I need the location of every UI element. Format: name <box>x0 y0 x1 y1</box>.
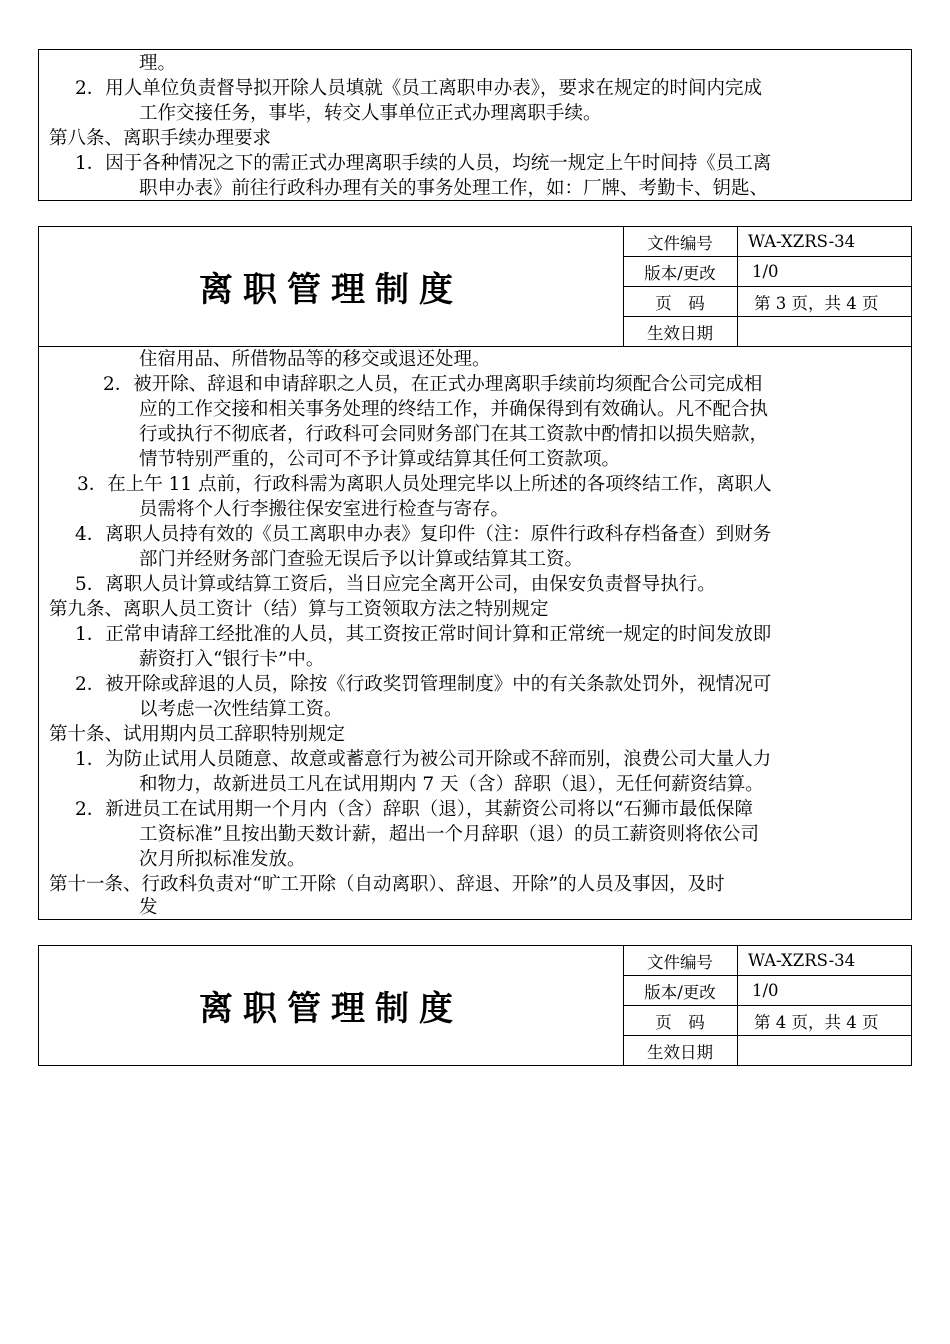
text-line: 住宿用品、所借物品等的移交或退还处理。 <box>139 349 491 370</box>
article-heading: 第八条、离职手续办理要求 <box>49 128 272 149</box>
text-line: 1．正常申请辞工经批准的人员，其工资按正常时间计算和正常统一规定的时间发放即 <box>75 624 772 645</box>
text-line: 发 <box>139 897 158 918</box>
doc-number-label: 文件编号 <box>623 946 738 976</box>
text-line: 工作交接任务，事毕，转交人事单位正式办理离职手续。 <box>139 103 602 124</box>
effective-date-value <box>738 317 912 347</box>
text-line: 部门并经财务部门查验无误后予以计算或结算其工资。 <box>139 549 584 570</box>
doc-number-value: WA-XZRS-34 <box>738 227 912 257</box>
text-line: 4．离职人员持有效的《员工离职申办表》复印件（注：原件行政科存档备查）到财务 <box>75 524 772 545</box>
version-value: 1/0 <box>738 976 912 1006</box>
text-line: 2．新进员工在试用期一个月内（含）辞职（退），其薪资公司将以“石狮市最低保障 <box>75 799 753 820</box>
text-line: 员需将个人行李搬往保安室进行检查与寄存。 <box>139 499 510 520</box>
text-line: 薪资打入“银行卡”中。 <box>139 649 325 670</box>
effective-date-label: 生效日期 <box>623 317 738 347</box>
page-label: 页 码 <box>623 287 738 317</box>
text-line: 应的工作交接和相关事务处理的终结工作，并确保得到有效确认。凡不配合执 <box>139 399 769 420</box>
article-heading: 第十条、试用期内员工辞职特别规定 <box>49 724 346 745</box>
text-line: 1．因于各种情况之下的需正式办理离职手续的人员，均统一规定上午时间持《员工离 <box>75 153 772 174</box>
text-line: 1．为防止试用人员随意、故意或蓄意行为被公司开除或不辞而别，浪费公司大量人力 <box>75 749 772 770</box>
text-line: 2．被开除或辞退的人员，除按《行政奖罚管理制度》中的有关条款处罚外，视情况可 <box>75 674 772 695</box>
document-header-2 <box>38 945 912 1066</box>
document-header-1 <box>38 226 912 347</box>
text-box-top <box>38 49 912 201</box>
version-label: 版本/更改 <box>623 257 738 287</box>
text-line: 以考虑一次性结算工资。 <box>139 699 343 720</box>
effective-date-label: 生效日期 <box>623 1036 738 1066</box>
text-line: 职申办表》前往行政科办理有关的事务处理工作，如：厂牌、考勤卡、钥匙、 <box>139 178 769 199</box>
article-heading: 第十一条、行政科负责对“旷工开除（自动离职）、辞退、开除”的人员及事因，及时 <box>49 874 725 895</box>
doc-number-label: 文件编号 <box>623 227 738 257</box>
text-line: 理。 <box>139 53 177 74</box>
page-value: 第 3 页，共 4 页 <box>738 287 912 317</box>
text-box-main <box>38 346 912 920</box>
page-label: 页 码 <box>623 1006 738 1036</box>
text-line: 5．离职人员计算或结算工资后，当日应完全离开公司，由保安负责督导执行。 <box>75 574 716 595</box>
text-line: 工资标准”且按出勤天数计薪，超出一个月辞职（退）的员工薪资则将依公司 <box>139 824 759 845</box>
text-line: 次月所拟标准发放。 <box>139 849 306 870</box>
header-info-table <box>623 227 911 346</box>
document-title: 离职管理制度 <box>39 946 624 1065</box>
page-value: 第 4 页，共 4 页 <box>738 1006 912 1036</box>
text-line: 和物力，故新进员工凡在试用期内 7 天（含）辞职（退），无任何薪资结算。 <box>139 774 764 795</box>
effective-date-value <box>738 1036 912 1066</box>
text-line: 行或执行不彻底者，行政科可会同财务部门在其工资款中酌情扣以损失赔款， <box>139 424 769 445</box>
text-line: 2．被开除、辞退和申请辞职之人员，在正式办理离职手续前均须配合公司完成相 <box>103 374 763 395</box>
version-label: 版本/更改 <box>623 976 738 1006</box>
text-line: 3．在上午 11 点前，行政科需为离职人员处理完毕以上所述的各项终结工作，离职人 <box>77 474 772 495</box>
article-heading: 第九条、离职人员工资计（结）算与工资领取方法之特别规定 <box>49 599 549 620</box>
text-line: 情节特别严重的，公司可不予计算或结算其任何工资款项。 <box>139 449 621 470</box>
version-value: 1/0 <box>738 257 912 287</box>
doc-number-value: WA-XZRS-34 <box>738 946 912 976</box>
text-line: 2．用人单位负责督导拟开除人员填就《员工离职申办表》，要求在规定的时间内完成 <box>75 78 763 99</box>
header-info-table <box>623 946 911 1065</box>
document-title: 离职管理制度 <box>39 227 624 346</box>
